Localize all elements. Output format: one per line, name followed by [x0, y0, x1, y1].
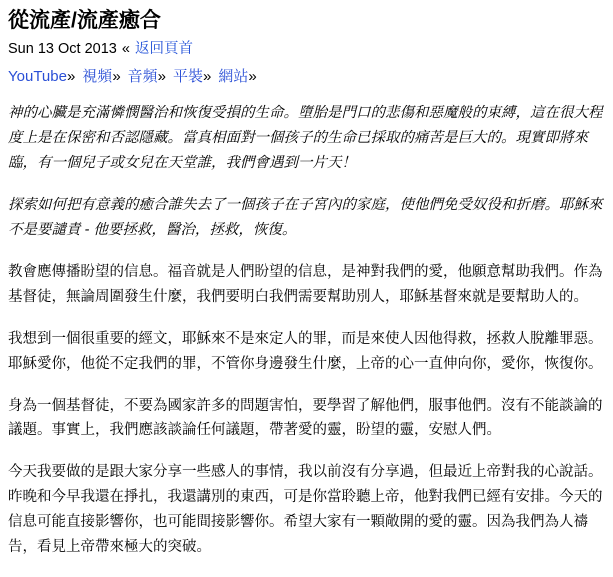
website-suffix: » — [248, 67, 257, 85]
audio-link[interactable]: 音頻 — [127, 67, 158, 85]
paragraph: 身為一個基督徒，不要為國家許多的問題害怕，要學習了解他們，服事他們。沒有不能談論的議題。事實上，我們應該談論任何議題，帶著愛的靈，盼望的靈，安慰人們。 — [8, 397, 603, 439]
youtube-link[interactable]: YouTube — [8, 67, 67, 85]
page-title: 從流產/流產癒合 — [8, 9, 161, 32]
post-meta — [8, 40, 603, 60]
paragraph: 教會應傳播盼望的信息。福音就是人們盼望的信息，是神對我們的愛，他願意幫助我們。作為基督徒，無論周圍發生什麼，我們要明白我們需要幫助別人，耶穌基督來就是要幫助人的。 — [8, 263, 603, 305]
website-link[interactable]: 網站 — [218, 67, 249, 85]
transcript-suffix: » — [203, 67, 212, 85]
audio-suffix: » — [157, 67, 167, 85]
back-to-top-link[interactable]: 返回頁首 — [134, 41, 193, 58]
paragraph: 探索如何把有意義的癒合誰失去了一個孩子在子宮內的家庭，使他們免受奴役和折磨。耶穌來不是要譴責 - 他要拯救，醫治，拯救，恢復。 — [8, 196, 603, 238]
youtube-suffix: » — [66, 67, 76, 85]
meta-separator: « — [121, 41, 130, 58]
post-date: Sun 13 Oct 2013 — [8, 41, 117, 58]
paragraph: 我想到一個很重要的經文，耶穌來不是來定人的罪，而是來使人因他得救，拯救人脫離罪惡。耶穌愛你，他從不定我們的罪，不管你身邊發生什麼，上帝的心一直伸向你，愛你，恢復你。 — [8, 330, 603, 372]
resource-links — [8, 67, 603, 87]
paragraph: 今天我要做的是跟大家分享一些感人的事情，我以前沒有分享過，但最近上帝對我的心說話。昨晚和今早我還在掙扎，我還講別的東西，可是你當聆聽上帝，他對我們已經有安排。今天的信息可能直接影響你，也可能間接影響你。希望大家有一顆敞開的愛的靈。因為我們為人禱告，看見上帝帶來極大的突破。 — [8, 464, 603, 556]
paragraph: 神的心臟是充滿憐憫醫治和恢復受損的生命。墮胎是門口的悲傷和惡魔般的束縛，這在很大程度上是在保密和否認隱藏。當真相面對一個孩子的生命已採取的痛苦是巨大的。現實即將來臨，有一個兒子或女兒在天堂誰，我們會遇到一片天！ — [8, 105, 603, 171]
video-suffix: » — [112, 67, 121, 85]
video-link[interactable]: 視頻 — [82, 67, 113, 85]
transcript-link[interactable]: 平裝 — [173, 67, 204, 85]
